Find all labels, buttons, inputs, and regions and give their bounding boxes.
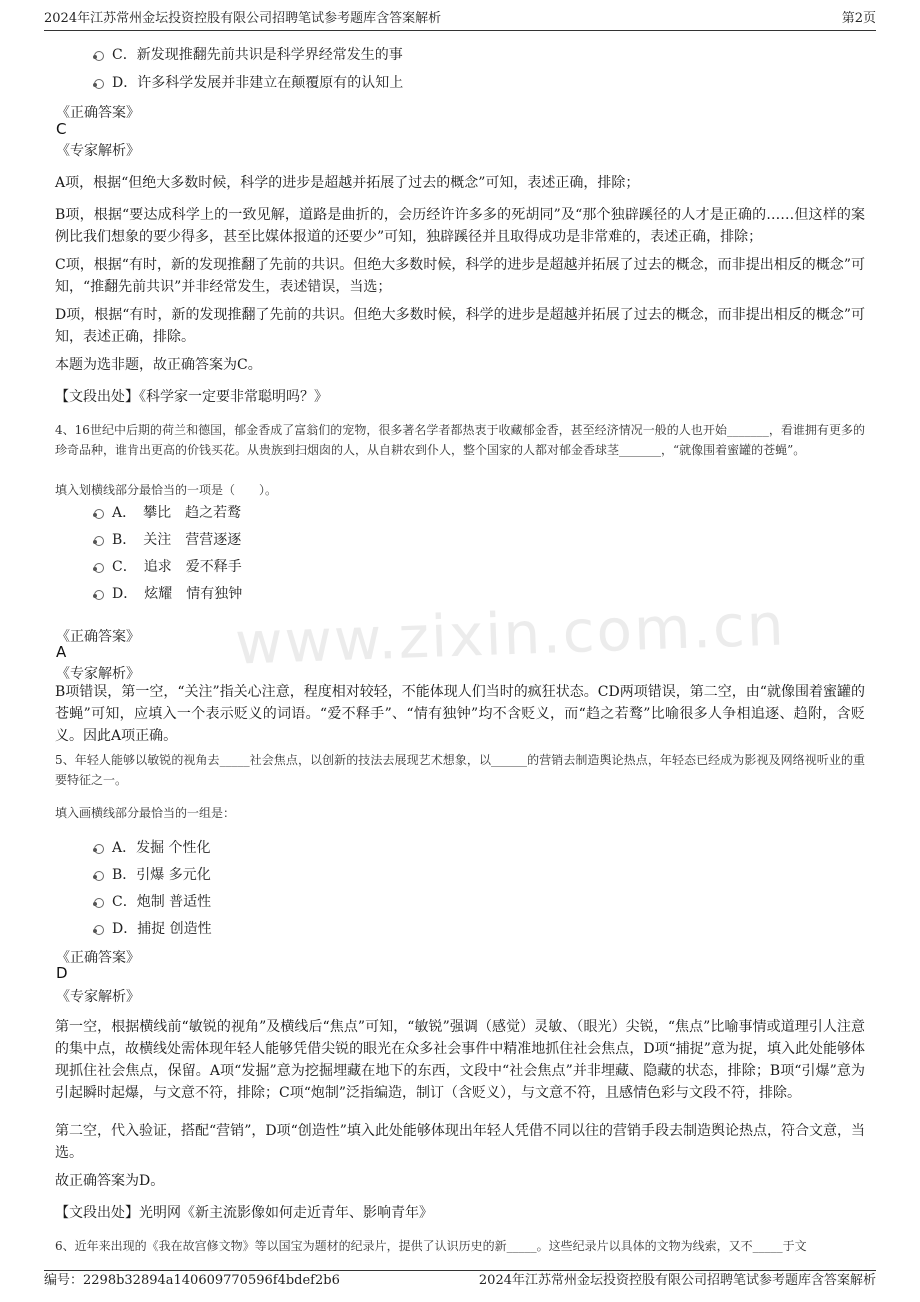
radio-icon[interactable]: [94, 536, 104, 546]
option-label: D．捕捉 创造性: [112, 921, 212, 937]
option-d[interactable]: [94, 72, 403, 92]
option-label: C． 追求 爱不释手: [112, 559, 242, 575]
footer-title: 2024年江苏常州金坛投资控股有限公司招聘笔试参考题库含答案解析: [478, 1273, 876, 1288]
source-citation: 【文段出处】《科学家一定要非常聪明吗？》: [55, 389, 328, 405]
radio-icon[interactable]: [94, 871, 104, 881]
answer-heading: 《正确答案》: [56, 105, 140, 121]
radio-icon[interactable]: [94, 79, 104, 89]
analysis-paragraph: C项，根据“有时，新的发现推翻了先前的共识。但绝大多数时候，科学的进步是超越并拓展了过去的概念，而非提出相反的概念”可知，“推翻先前共识”并非经常发生，表述错误，当选；: [55, 257, 865, 295]
answer-heading: 《正确答案》: [56, 629, 140, 645]
answer-heading: 《正确答案》: [56, 950, 140, 966]
option-d[interactable]: [94, 583, 242, 603]
option-c[interactable]: [94, 891, 211, 911]
radio-icon[interactable]: [94, 590, 104, 600]
option-b[interactable]: [94, 864, 211, 884]
analysis-conclusion: 本题为选非题，故正确答案为C。: [55, 357, 262, 373]
question-prompt: 填入画横线部分最恰当的一组是：: [55, 806, 236, 820]
page-footer: [44, 1270, 876, 1293]
analysis-paragraph: 第一空，根据横线前“敏锐的视角”及横线后“焦点”可知，“敏锐”强调（感觉）灵敏、（眼光）尖锐，“焦点”比喻事情或道理引人注意的集中点，故横线处需体现年轻人能够凭借尖锐的眼光在众多社会事件中精准地抓住社会焦点，D项“捕捉”意为捉，填入此处能够体现抓住社会焦点，保留。A项“发掘”意为挖掘埋藏在地下的东西，文段中“社会焦点”并非埋藏、隐藏的状态，排除；B项“引爆”意为引起瞬时起爆，与文意不符，排除；C项“炮制”泛指编造，制订（含贬义），与文意不符，且感情色彩与文段不符，排除。: [55, 1019, 865, 1101]
option-label: A． 攀比 趋之若鹜: [112, 505, 242, 521]
analysis-paragraph: A项，根据“但绝大多数时候，科学的进步是超越并拓展了过去的概念”可知，表述正确，排除；: [55, 175, 640, 191]
option-label: C．炮制 普适性: [112, 894, 212, 910]
option-label: B．引爆 多元化: [112, 867, 211, 883]
radio-icon[interactable]: [94, 51, 104, 61]
analysis-paragraph: D项，根据“有时，新的发现推翻了先前的共识。但绝大多数时候，科学的进步是超越并拓展了过去的概念，而非提出相反的概念”可知，表述正确，排除。: [55, 307, 865, 345]
option-c[interactable]: [94, 556, 242, 576]
source-citation: 【文段出处】光明网《新主流影像如何走近青年、影响青年》: [55, 1205, 433, 1221]
option-label: B． 关注 营营逐逐: [112, 532, 242, 548]
question-stem: 4、16世纪中后期的荷兰和德国，郁金香成了富翁们的宠物，很多著名学者都热衷于收藏郁金香，甚至经济情况一般的人也开始_______，看谁拥有更多的珍奇品种，谁肯出更高的价钱买花。从贵族到扫烟囱的人，从自耕农到仆人，整个国家的人都对郁金香球茎_______，“就像围着蜜罐的苍蝇”。: [55, 423, 865, 457]
radio-icon[interactable]: [94, 898, 104, 908]
option-label: A．发掘 个性化: [112, 840, 211, 856]
document-code: 编号：2298b32894a140609770596f4bdef2b6: [44, 1273, 340, 1288]
option-label: D． 炫耀 情有独钟: [112, 586, 243, 602]
radio-icon[interactable]: [94, 509, 104, 519]
option-d[interactable]: [94, 918, 212, 938]
correct-answer: D: [56, 964, 68, 982]
page-header: [44, 10, 876, 31]
question-prompt: 填入划横线部分最恰当的一项是（ ）。: [55, 483, 278, 497]
analysis-paragraph: B项错误，第一空，“关注”指关心注意，程度相对较轻，不能体现人们当时的疯狂状态。CD两项错误，第二空，由“就像围着蜜罐的苍蝇”可知，应填入一个表示贬义的词语。“爱不释手”、“情有独钟”均不含贬义，而“趋之若鹜”比喻很多人争相追逐、趋附，含贬义。因此A项正确。: [55, 684, 865, 744]
option-b[interactable]: [94, 529, 241, 549]
option-a[interactable]: [94, 502, 241, 522]
analysis-conclusion: 故正确答案为D。: [55, 1173, 165, 1189]
watermark: www.zixin.com.cn: [233, 590, 787, 678]
option-a[interactable]: [94, 837, 211, 857]
question-stem: 6、近年来出现的《我在故宫修文物》等以国宝为题材的纪录片，提供了认识历史的新_____。这些纪录片以具体的文物为线索，又不_____于文: [55, 1239, 807, 1253]
document-title: 2024年江苏常州金坛投资控股有限公司招聘笔试参考题库含答案解析: [44, 11, 442, 26]
analysis-heading: 《专家解析》: [56, 989, 140, 1005]
radio-icon[interactable]: [94, 844, 104, 854]
radio-icon[interactable]: [94, 925, 104, 935]
option-label: C．新发现推翻先前共识是科学界经常发生的事: [112, 47, 403, 63]
analysis-paragraph: B项，根据“要达成科学上的一致见解，道路是曲折的，会历经许许多多的死胡同”及“那个独辟蹊径的人才是正确的……但这样的案例比我们想象的要少得多，甚至比媒体报道的还要少”可知，独辟蹊径并且取得成功是非常难的，表述正确，排除；: [55, 207, 865, 245]
analysis-heading: 《专家解析》: [56, 666, 140, 682]
analysis-heading: 《专家解析》: [56, 143, 140, 159]
page-number: 第2页: [841, 11, 876, 26]
radio-icon[interactable]: [94, 563, 104, 573]
option-c[interactable]: [94, 44, 403, 64]
analysis-paragraph: 第二空，代入验证，搭配“营销”，D项“创造性”填入此处能够体现出年轻人凭借不同以往的营销手段去制造舆论热点，符合文意，当选。: [55, 1123, 865, 1161]
correct-answer: A: [56, 643, 67, 661]
question-stem: 5、年轻人能够以敏锐的视角去_____社会焦点，以创新的技法去展现艺术想象，以______的营销去制造舆论热点，年轻态已经成为影视及网络视听业的重要特征之一。: [55, 753, 865, 787]
option-label: D．许多科学发展并非建立在颠覆原有的认知上: [112, 75, 404, 91]
correct-answer: C: [56, 120, 67, 138]
